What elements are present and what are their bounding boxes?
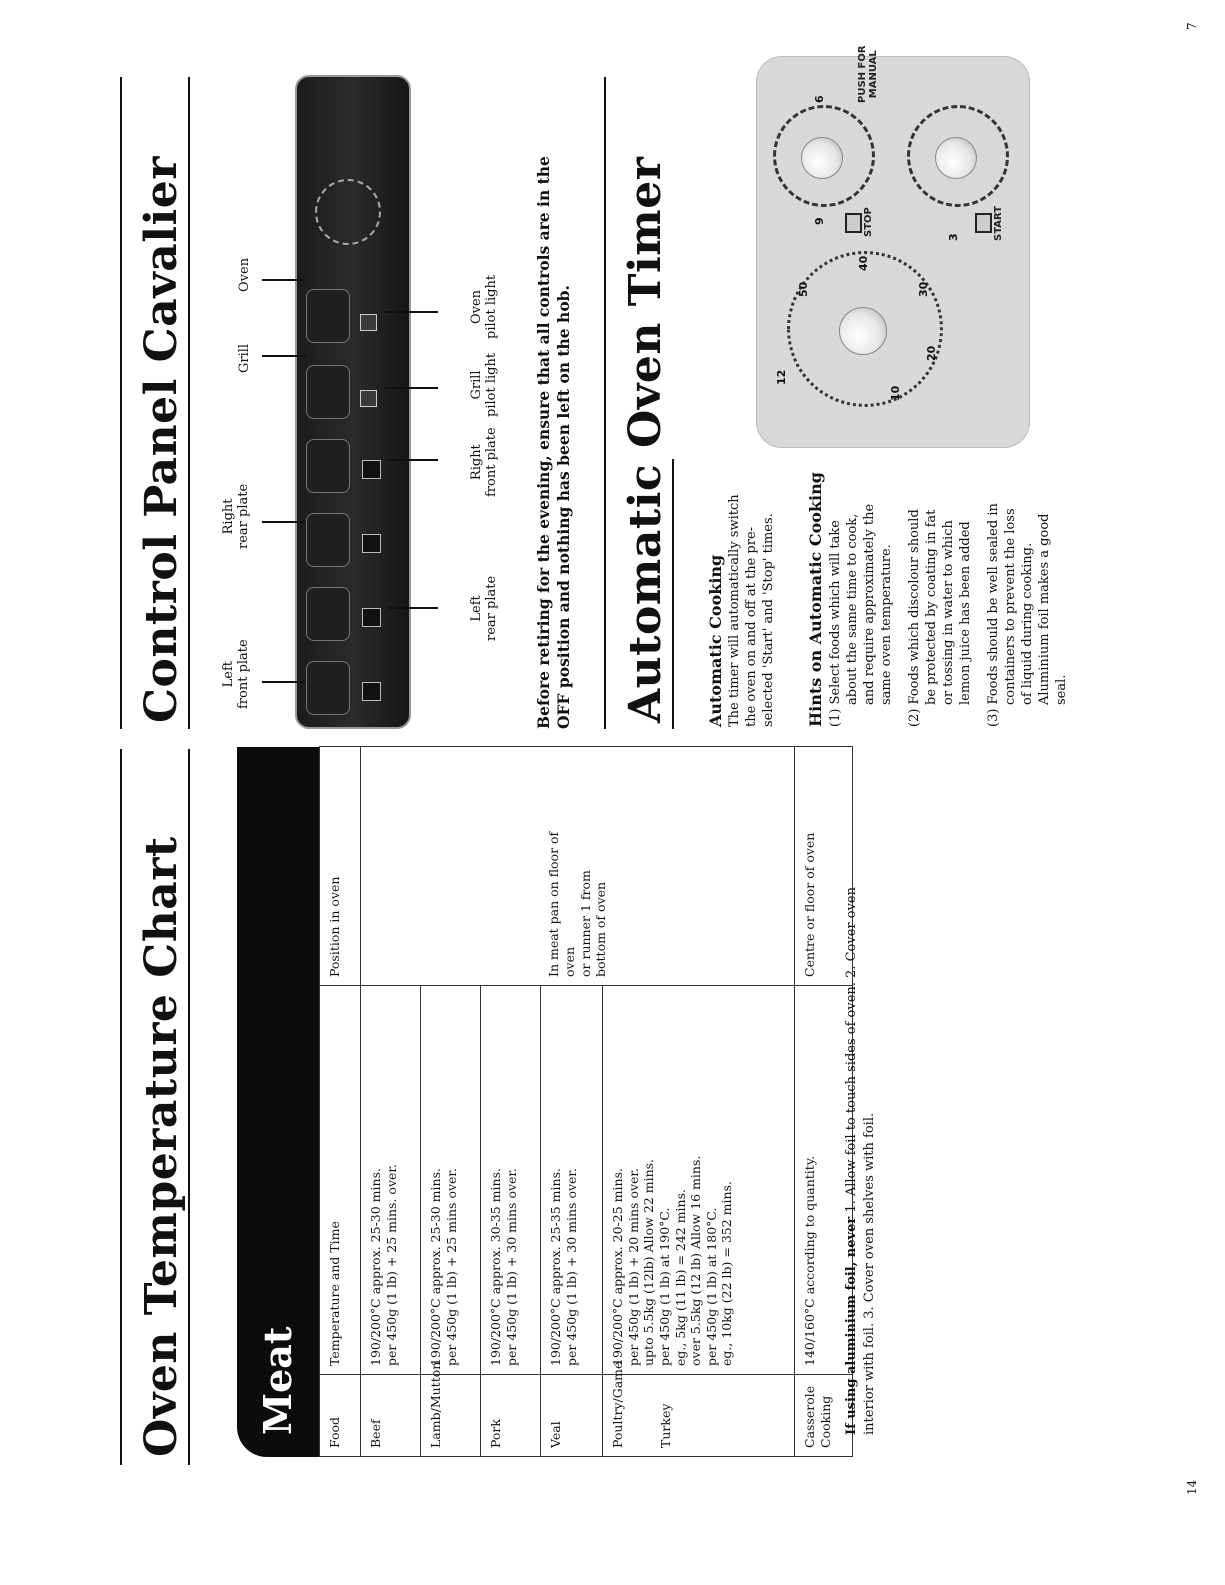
temp-cell	[361, 986, 421, 1375]
food-cell: Pork	[481, 1375, 541, 1457]
text-line: of liquid during cooking.	[1019, 542, 1035, 705]
control-panel-title: Control Panel Cavalier	[136, 156, 187, 723]
label-grill-pilot-light	[470, 353, 500, 417]
foil-footnote	[843, 755, 878, 1435]
leader-line	[262, 355, 306, 357]
temp-line: per 450g (1 lb) at 190°C.	[656, 1207, 672, 1366]
top-rule-left	[120, 749, 122, 1465]
header-temperature: Temperature and Time	[320, 1189, 361, 1375]
label-line: PUSH FOR	[857, 45, 868, 103]
automatic-oven-timer-title: Automatic Oven Timer	[620, 156, 671, 723]
dial-label: 50	[797, 281, 810, 297]
knob-right-front	[306, 439, 350, 493]
label-line: front plate	[235, 639, 251, 709]
label-line: pilot light	[483, 274, 499, 339]
temp-line: eg., 5kg (11 lb) = 242 mins.	[672, 1189, 688, 1366]
leader-line	[262, 681, 306, 683]
shared-position-cell	[361, 747, 795, 986]
oven-timer-illustration	[756, 45, 1030, 448]
text-line: (3) Foods should be well sealed in	[986, 503, 1001, 727]
temp-cell	[421, 986, 481, 1375]
text-line: selected 'Start' and 'Stop' times.	[760, 513, 776, 727]
leader-line	[388, 459, 438, 461]
header-food: Food	[320, 1375, 361, 1457]
meat-section-bar	[237, 747, 319, 1457]
label-line: Left	[221, 660, 236, 688]
timer-title-rule	[672, 459, 674, 729]
text-line: containers to prevent the loss	[1002, 508, 1018, 705]
knob-left-rear	[306, 587, 350, 641]
position-line: bottom of oven	[593, 881, 609, 977]
temp-line: 140/160°C according to quantity.	[802, 1155, 817, 1366]
label-left-rear-plate	[470, 576, 500, 641]
text-line: lemon juice has been added	[957, 521, 973, 705]
hob-icon	[362, 534, 381, 553]
clock-label: 6	[813, 95, 826, 103]
temp-cell	[541, 986, 603, 1375]
text-line: The timer will automatically switch	[727, 494, 742, 727]
dial-label: 20	[925, 345, 938, 361]
top-rule-right	[120, 77, 122, 729]
temp-line: eg., 10kg (22 lb) = 352 mins.	[719, 1181, 735, 1366]
label-line: pilot light	[483, 352, 499, 417]
label-oven: Oven	[237, 257, 252, 292]
text-line: or tossing in water to which	[940, 520, 956, 705]
push-for-manual-label	[857, 45, 879, 103]
temp-line: 190/200°C approx. 25-30 mins.	[428, 1168, 443, 1366]
start-button-icon	[975, 213, 992, 233]
position-line: In meat pan on floor of	[546, 831, 562, 977]
position-line: or runner 1 from	[577, 870, 593, 977]
footnote-line2: interior with foil. 3. Cover oven shelves with foil.	[861, 1112, 877, 1435]
hints-heading: Hints on Automatic Cooking	[806, 472, 825, 727]
label-oven-pilot-light	[470, 275, 500, 339]
control-panel-illustration	[295, 75, 411, 729]
stop-button-icon	[845, 213, 862, 233]
dial-label: 40	[857, 255, 870, 271]
footnote-line1: 1. Allow foil to touch sides of oven. 2. Cover oven	[844, 887, 859, 1217]
leader-line	[262, 521, 306, 523]
temp-line: 190/200°C approx. 20-25 mins.	[610, 1168, 625, 1366]
food-cell	[603, 1361, 795, 1457]
temp-line: upto 5.5kg (12lb) Allow 22 mins.	[641, 1158, 657, 1366]
footnote-bold: If using aluminium foil, never	[844, 1216, 859, 1435]
dial-label: 12	[775, 369, 788, 385]
leader-line	[388, 607, 438, 609]
position-cell: Centre or floor of oven	[795, 747, 853, 986]
dial-label: 10	[889, 385, 902, 401]
temp-line: per 450g (1 lb) at 180°C.	[703, 1207, 719, 1366]
label-line: front plate	[483, 427, 499, 497]
text-line: about the same time to cook,	[844, 513, 860, 705]
leader-line	[384, 311, 438, 313]
food-cell: Beef	[361, 1375, 421, 1457]
label-line: Grill	[469, 370, 484, 400]
text-line: (1) Select foods which will take	[828, 520, 843, 727]
label-line: MANUAL	[868, 50, 879, 99]
temp-line: per 450g (1 lb) + 20 mins over.	[625, 1167, 641, 1366]
safety-warning	[534, 79, 574, 729]
clock-label: 3	[947, 233, 960, 241]
temp-line: 190/200°C approx. 30-35 mins.	[488, 1168, 503, 1366]
stop-clock-knob	[801, 137, 843, 179]
position-line: oven	[561, 946, 577, 977]
oven-chart-title: Oven Temperature Chart	[136, 836, 187, 1457]
hint-item	[907, 509, 975, 727]
meat-temperature-table	[319, 746, 853, 1457]
label-left-front-plate	[222, 639, 252, 709]
table-row	[361, 747, 421, 1457]
text-line: Aluminium foil makes a good	[1036, 513, 1052, 705]
timer-top-rule	[604, 77, 606, 729]
temp-line: per 450g (1 lb) + 25 mins over.	[443, 1167, 459, 1366]
food-cell: Lamb/Mutton	[421, 1375, 481, 1457]
leader-line	[262, 279, 306, 281]
hint-item	[986, 503, 1070, 727]
food-cell: Veal	[541, 1375, 603, 1457]
temp-line: 190/200°C approx. 25-35 mins.	[548, 1168, 563, 1366]
temp-line: per 450g (1 lb) + 30 mins over.	[503, 1167, 519, 1366]
stop-label: STOP	[863, 207, 874, 237]
leader-line	[384, 387, 438, 389]
knob-left-front	[306, 661, 350, 715]
title-rule-right	[188, 77, 190, 729]
label-line: Left	[469, 595, 484, 622]
hint-item	[828, 504, 896, 727]
label-line: rear plate	[483, 575, 499, 641]
knob-grill	[306, 365, 350, 419]
text-line: the oven on and off at the pre-	[743, 526, 759, 727]
automatic-cooking-text	[727, 494, 778, 727]
minute-dial-knob	[839, 307, 887, 355]
dial-label: 30	[917, 281, 930, 297]
text-line: and require approximately the	[861, 503, 877, 705]
knob-oven	[306, 289, 350, 343]
start-label: START	[993, 205, 1004, 241]
food-cell: Casserole Cooking	[795, 1375, 853, 1457]
temp-cell	[481, 986, 541, 1375]
page-number-right: 7	[1185, 22, 1199, 30]
header-spacer	[320, 986, 361, 1189]
page-number-left: 14	[1185, 1479, 1199, 1495]
meat-section-label: Meat	[255, 1326, 300, 1435]
warning-line: OFF position and nothing has been left on the hob.	[554, 285, 574, 729]
knob-right-rear	[306, 513, 350, 567]
text-line: seal.	[1053, 674, 1069, 705]
oven-pilot-light-icon	[360, 314, 377, 331]
label-line: Right	[469, 444, 484, 481]
title-rule-left	[188, 749, 190, 1465]
temp-cell	[603, 986, 795, 1375]
label-line: rear plate	[235, 483, 251, 549]
text-line: (2) Foods which discolour should	[907, 509, 922, 727]
label-line: Right	[221, 498, 236, 535]
temp-line: per 450g (1 lb) + 25 mins. over.	[383, 1164, 399, 1366]
label-right-rear-plate	[222, 484, 252, 549]
food-name: Turkey	[657, 1403, 673, 1448]
automatic-cooking-heading: Automatic Cooking	[706, 554, 725, 727]
hob-icon	[362, 608, 381, 627]
label-grill: Grill	[237, 343, 252, 373]
temp-line: 190/200°C approx. 25-30 mins.	[368, 1168, 383, 1366]
clock-dial-icon	[315, 179, 381, 245]
text-line: same oven temperature.	[878, 544, 894, 705]
grill-pilot-light-icon	[360, 390, 377, 407]
text-line: be protected by coating in fat	[923, 509, 939, 705]
food-name: Poultry/Game	[610, 1361, 625, 1448]
table-header-row	[320, 747, 361, 1457]
start-clock-knob	[935, 137, 977, 179]
label-line: Oven	[469, 289, 484, 325]
warning-line: Before retiring for the evening, ensure that all controls are in the	[534, 156, 553, 729]
hob-icon	[362, 460, 381, 479]
label-right-front-plate	[470, 427, 500, 497]
temp-line: over 5.5kg (12 lb) Allow 16 mins.	[688, 1155, 704, 1366]
hob-icon	[362, 682, 381, 701]
header-position: Position in oven	[320, 747, 361, 986]
temp-line: per 450g (1 lb) + 30 mins over.	[563, 1167, 579, 1366]
clock-label: 9	[813, 217, 826, 225]
